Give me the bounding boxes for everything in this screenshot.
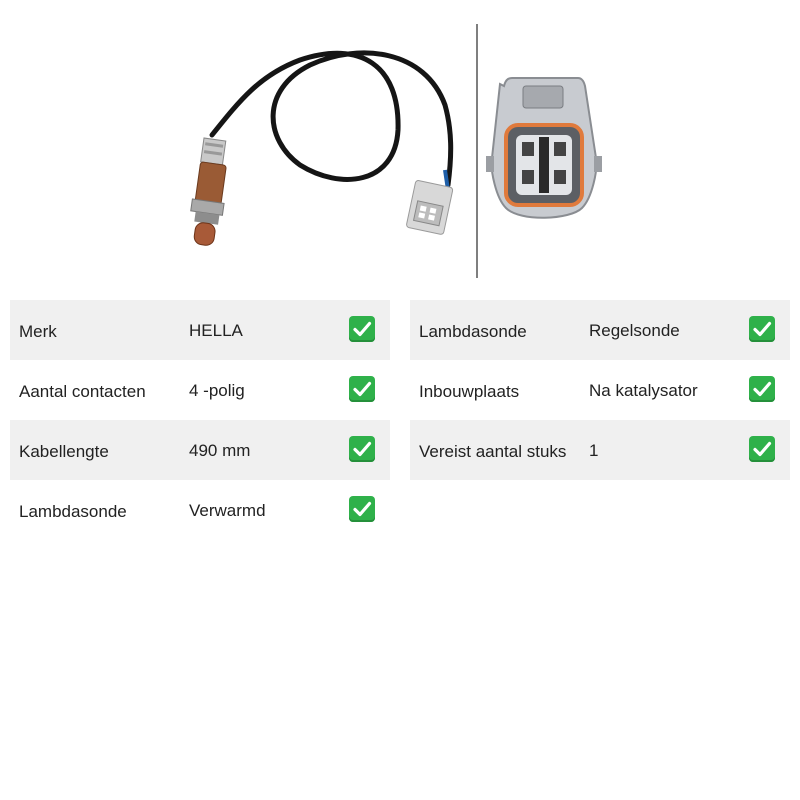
spec-table-left (10, 300, 390, 540)
spec-label: Lambdasonde (419, 322, 527, 341)
spec-label: Aantal contacten (19, 382, 146, 401)
spec-label: Lambdasonde (19, 502, 127, 521)
spec-row (10, 360, 390, 420)
spec-value: 4 -polig (189, 381, 245, 400)
spec-label: Vereist aantal stuks (419, 442, 567, 461)
spec-value: HELLA (189, 321, 243, 340)
spec-row (410, 360, 790, 420)
check-mark-icon (749, 436, 775, 462)
spec-row (410, 420, 790, 480)
spec-value: Regelsonde (589, 321, 680, 340)
spec-row (10, 480, 390, 540)
connector-closeup-image (486, 78, 602, 218)
spec-row (10, 300, 390, 360)
check-mark-icon (349, 496, 375, 522)
spec-value: Na katalysator (589, 381, 698, 400)
spec-label: Kabellengte (19, 442, 109, 461)
spec-label: Inbouwplaats (419, 382, 520, 401)
spec-value: 1 (589, 441, 599, 460)
spec-row (10, 420, 390, 480)
check-mark-icon (349, 436, 375, 462)
check-mark-icon (749, 376, 775, 402)
check-mark-icon (349, 316, 375, 342)
spec-table-right (410, 300, 790, 480)
oxygen-sensor-image (190, 53, 453, 247)
spec-value: Verwarmd (189, 501, 266, 520)
spec-row (410, 300, 790, 360)
check-mark-icon (349, 376, 375, 402)
spec-value: 490 mm (189, 441, 251, 460)
product-image (190, 20, 610, 288)
spec-label: Merk (19, 322, 57, 341)
check-mark-icon (749, 316, 775, 342)
